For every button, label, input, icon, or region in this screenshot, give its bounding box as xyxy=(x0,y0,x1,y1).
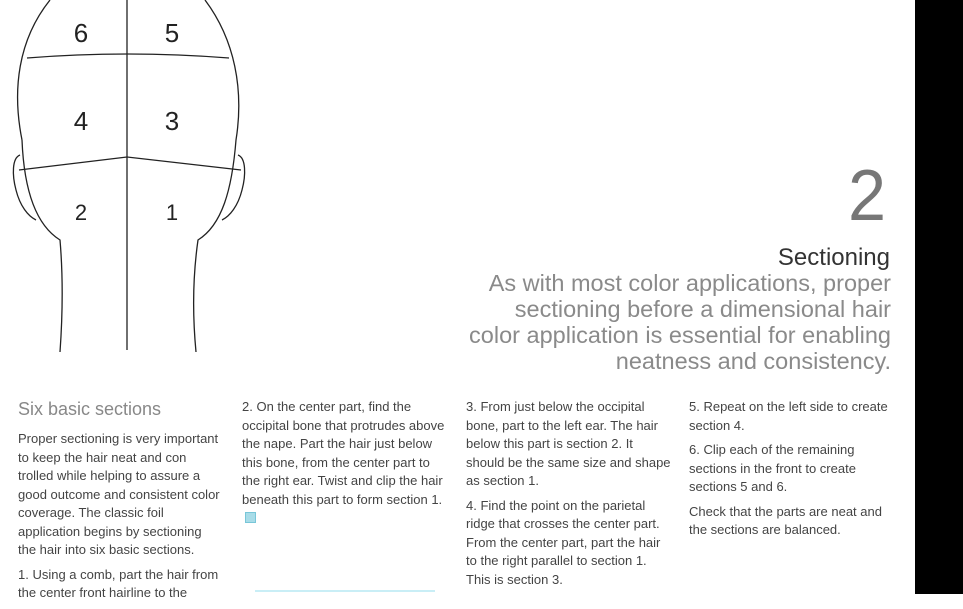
section-heading: Six basic sections xyxy=(18,399,162,419)
chapter-intro: As with most color applications, proper sectioning before a dimensional hair color application is essential for enabling neatness and consistency. xyxy=(469,270,891,374)
upper-part-line xyxy=(27,54,229,58)
paragraph: 1. Using a comb, part the hair from the center front hairline to the xyxy=(18,566,219,600)
paragraph: Proper sectioning is very important to keep the hair neat and con trolled while helping to assure a good outcome and consistent color coverage. The classic foil application begins by sectioning the hair into six basic sections. xyxy=(18,431,220,557)
paragraph: 5. Repeat on the left side to create section 4. xyxy=(689,399,888,433)
head-outline xyxy=(18,0,239,352)
column-2 xyxy=(242,398,447,534)
section-label-6: 6 xyxy=(73,18,89,48)
paragraph: Check that the parts are neat and the sections are balanced. xyxy=(689,503,882,537)
paragraph: 6. Clip each of the remaining sections in the front to create sections 5 and 6. xyxy=(689,442,856,494)
head-sections-diagram xyxy=(0,0,260,360)
column-3 xyxy=(466,398,671,595)
black-edge-bar xyxy=(915,0,963,594)
section-label-2: 2 xyxy=(74,200,88,225)
step-2-text: 2. On the center part, find the occipital bone that protrudes above the nape. Part the hair just below this bone, from the center part to the right ear. Twist and clip the hair beneath this part to form section 1. xyxy=(242,399,445,507)
square-icon xyxy=(245,512,256,523)
column-1 xyxy=(18,398,223,609)
paragraph: 3. From just below the occipital bone, part to the left ear. The hair below this part is section 2. It should be the same size and shape as section 1. xyxy=(466,399,671,488)
chapter-number: 2 xyxy=(847,156,886,236)
section-label-1: 1 xyxy=(165,200,179,225)
section-label-5: 5 xyxy=(164,18,180,48)
divider xyxy=(255,590,435,592)
section-label-3: 3 xyxy=(164,106,180,136)
section-label-4: 4 xyxy=(73,106,89,136)
paragraph: 4. Find the point on the parietal ridge that crosses the center part. From the center part, part the hair to the right parallel to section 1. This is section 3. xyxy=(466,497,661,587)
chapter-title: Sectioning xyxy=(777,244,890,271)
paragraph xyxy=(242,398,447,528)
left-ear xyxy=(13,155,36,220)
column-4 xyxy=(689,398,894,546)
lower-part-line xyxy=(19,157,241,170)
